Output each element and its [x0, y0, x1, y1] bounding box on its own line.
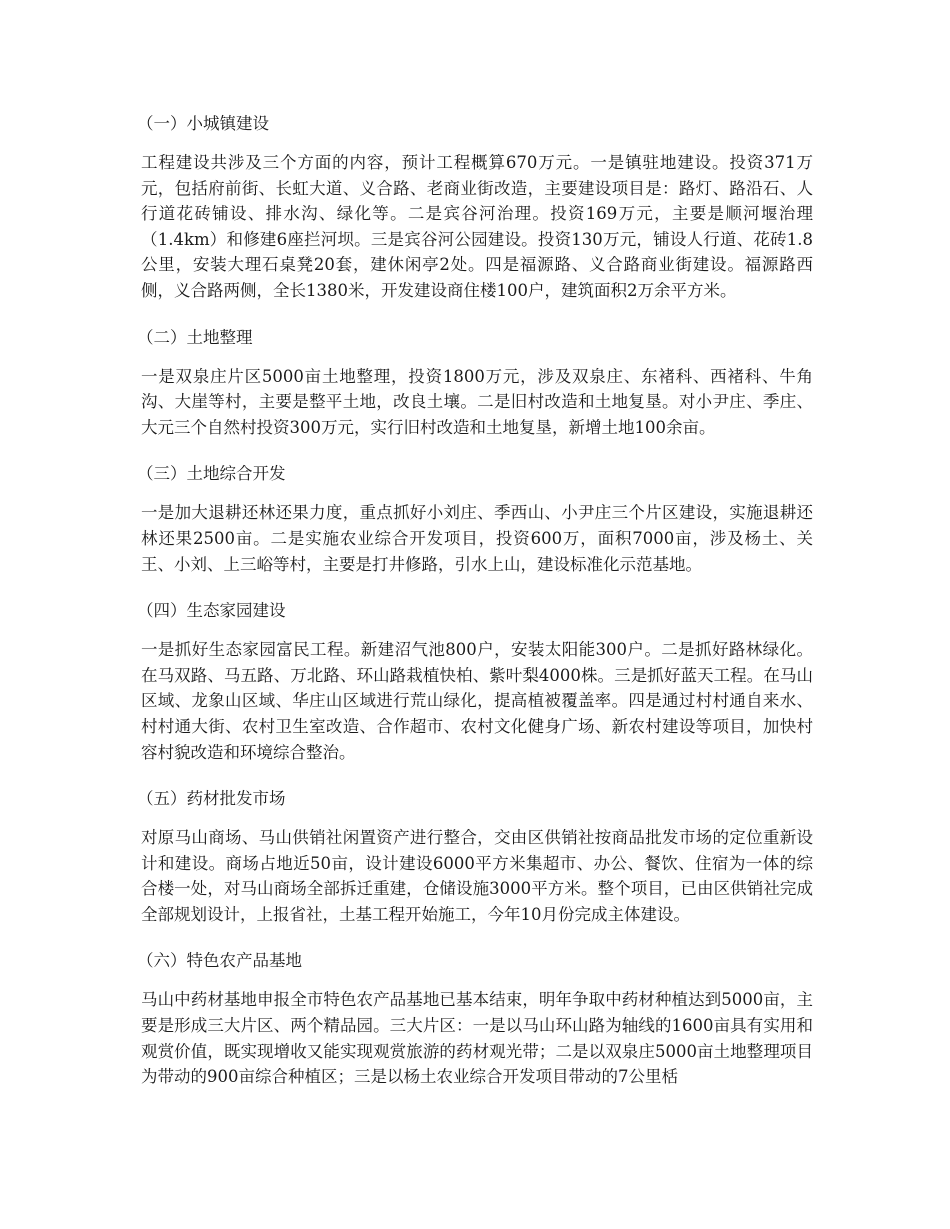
section-heading-eco-homestead: （四）生态家园建设 [137, 601, 286, 621]
section-heading-town-construction: （一）小城镇建设 [137, 114, 269, 133]
section-body-land-development: 一是加大退耕还林还果力度，重点抓好小刘庄、季西山、小尹庄三个片区建设，实施退耕还林还果2500亩。二是实施农业综合开发项目，投资600万，面积7000亩，涉及杨土、关王、小刘、上三峪等村，主要是打井修路，引水上山，建设标准化示范基地。 [141, 503, 813, 574]
document-page [137, 104, 813, 1104]
section-heading-specialty-base: （六）特色农产品基地 [137, 951, 302, 971]
section-heading-land-consolidation: （二）土地整理 [137, 327, 253, 347]
section-heading-herb-market: （五）药材批发市场 [137, 789, 286, 809]
section-body-town-construction: 工程建设共涉及三个方面的内容，预计工程概算670万元。一是镇驻地建设。投资371万元，包括府前街、长虹大道、义合路、老商业街改造，主要建设项目是：路灯、路沿石、人行道花砖铺设、排水沟、绿化等。二是宾谷河治理。投资169万元，主要是顺河堰治理（1.4km）和修建6座拦河坝。三是宾谷河公园建设。投资130万元，铺设人行道、花砖1.8公里，安装大理石桌凳20套，建休闲亭2处。四是福源路、义合路商业街建设。福源路西侧，义合路两侧，全长1380米，开发建设商住楼100户，建筑面积2万余平方米。 [141, 153, 813, 300]
section-body-eco-homestead: 一是抓好生态家园富民工程。新建沼气池800户，安装太阳能300户。二是抓好路林绿化。在马双路、马五路、万北路、环山路栽植快柏、紫叶梨4000株。三是抓好蓝天工程。在马山区域、龙象山区域、华庄山区域进行荒山绿化，提高植被覆盖率。四是通过村村通自来水、村村通大街、农村卫生室改造、合作超市、农村文化健身广场、新农村建设等项目，加快村容村貌改造和环境综合整治。 [141, 640, 813, 762]
section-heading-land-development: （三）土地综合开发 [137, 464, 286, 484]
section-body-herb-market: 对原马山商场、马山供销社闲置资产进行整合，交由区供销社按商品批发市场的定位重新设计和建设。商场占地近50亩，设计建设6000平方米集超市、办公、餐饮、住宿为一体的综合楼一处，对马山商场全部拆迁重建，仓储设施3000平方米。整个项目，已由区供销社完成全部规划设计，上报省社，土基工程开始施工，今年10月份完成主体建设。 [141, 828, 813, 924]
section-body-specialty-base: 马山中药材基地申报全市特色农产品基地已基本结束，明年争取中药材种植达到5000亩，主要是形成三大片区、两个精品园。三大片区：一是以马山环山路为轴线的1600亩具有实用和观赏价值，既实现增收又能实现观赏旅游的药材观光带；二是以双泉庄5000亩土地整理项目为带动的900亩综合种植区；三是以杨土农业综合开发项目带动的7公里栝 [141, 990, 813, 1087]
section-body-land-consolidation: 一是双泉庄片区5000亩土地整理，投资1800万元，涉及双泉庄、东褚科、西褚科、牛角沟、大崖等村，主要是整平土地，改良土壤。二是旧村改造和土地复垦。对小尹庄、季庄、大元三个自然村投资300万元，实行旧村改造和土地复垦，新增土地100余亩。 [141, 366, 813, 437]
